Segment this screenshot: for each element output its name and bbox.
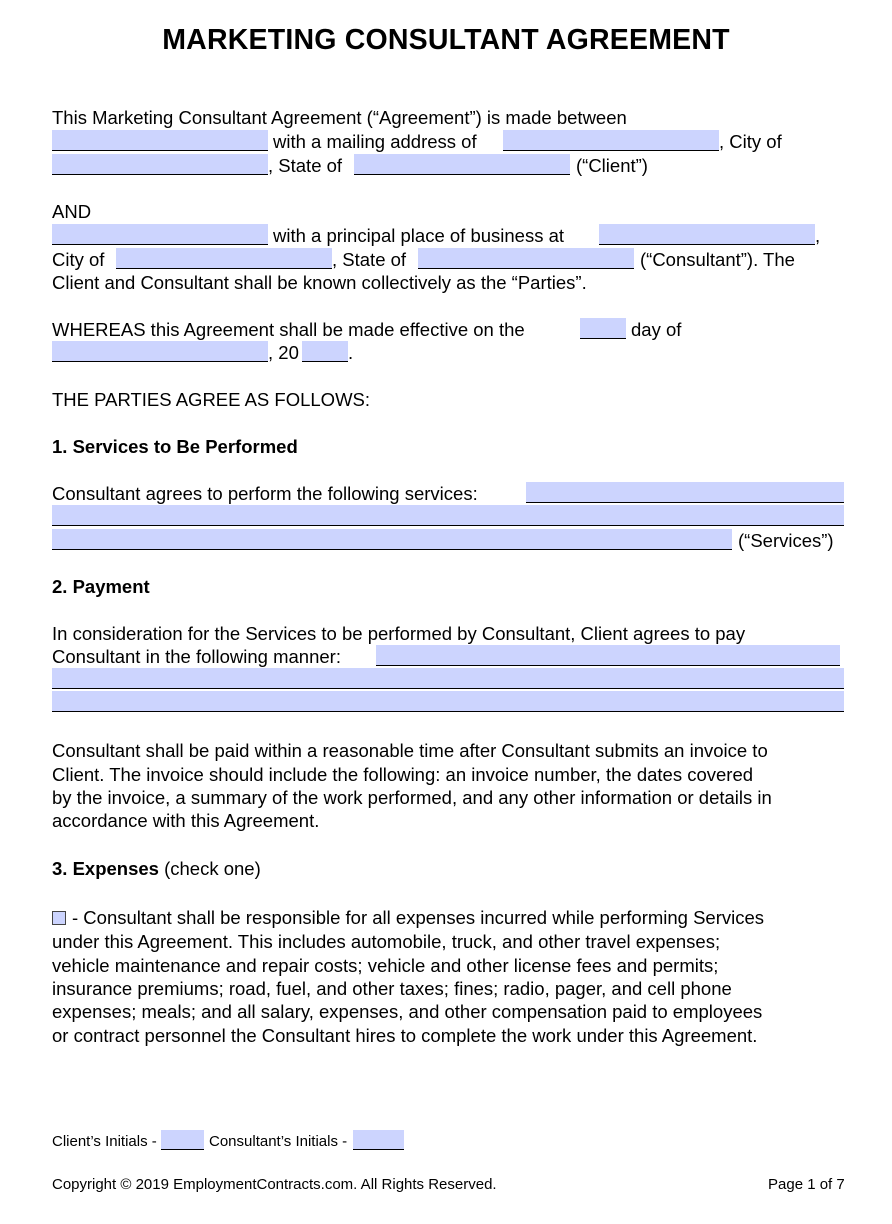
expenses-option-1-line-4: insurance premiums; road, fuel, and other taxes; fines; radio, pager, and cell phone [52, 978, 732, 999]
consultant-label: (“Consultant”). The [640, 249, 795, 270]
year-period: . [348, 342, 354, 363]
expenses-option-1-line-6: or contract personnel the Consultant hires to complete the work under this Agreement. [52, 1025, 758, 1046]
intro-state-label: , State of [268, 155, 343, 176]
parties-definition: Client and Consultant shall be known collectively as the “Parties”. [52, 272, 587, 293]
intro-city-label: , City of [719, 131, 782, 152]
expenses-option-1-checkbox[interactable] [52, 911, 66, 925]
effective-day-field[interactable] [580, 318, 626, 339]
expenses-option-1-text: - Consultant shall be responsible for all expenses incurred while performing Services [72, 907, 765, 928]
services-field-line-1[interactable] [526, 482, 844, 503]
payment-field-line-1[interactable] [376, 645, 840, 666]
client-label: (“Client”) [576, 155, 648, 176]
consultant-city-label: City of [52, 249, 105, 270]
page-number: Page 1 of 7 [768, 1176, 845, 1193]
consultant-name-field[interactable] [52, 224, 268, 245]
payment-field-line-3[interactable] [52, 691, 844, 712]
expenses-option-1-line-3: vehicle maintenance and repair costs; vehicle and other license fees and permits; [52, 955, 719, 976]
business-address-label: with a principal place of business at [273, 225, 565, 246]
expenses-heading: 3. Expenses [52, 858, 159, 879]
payment-heading: 2. Payment [52, 576, 150, 597]
consultant-address-field[interactable] [599, 224, 815, 245]
effective-month-field[interactable] [52, 341, 268, 362]
services-field-line-2[interactable] [52, 505, 844, 526]
and-label: AND [52, 201, 92, 222]
effective-year-field[interactable] [302, 341, 348, 362]
client-address-field[interactable] [503, 130, 719, 151]
invoice-text-line-1: Consultant shall be paid within a reasonable time after Consultant submits an invoice to [52, 740, 768, 761]
payment-text-line-2: Consultant in the following manner: [52, 646, 341, 667]
consultant-state-label: , State of [332, 249, 407, 270]
consultant-initials-label: Consultant’s Initials - [209, 1133, 348, 1150]
payment-text-line-1: In consideration for the Services to be performed by Consultant, Client agrees to pay [52, 623, 746, 644]
expenses-option-1-line-1 [52, 907, 764, 929]
services-heading: 1. Services to Be Performed [52, 436, 298, 457]
consultant-initials-field[interactable] [353, 1130, 404, 1150]
invoice-text-line-3: by the invoice, a summary of the work performed, and any other information or details in [52, 787, 772, 808]
client-state-field[interactable] [354, 154, 570, 175]
services-text: Consultant agrees to perform the following services: [52, 483, 478, 504]
invoice-text-line-2: Client. The invoice should include the following: an invoice number, the dates covered [52, 764, 754, 785]
year-prefix-label: , 20 [268, 342, 299, 363]
intro-line-1: This Marketing Consultant Agreement (“Agreement”) is made between [52, 107, 627, 128]
consultant-state-field[interactable] [418, 248, 634, 269]
expenses-note: (check one) [164, 858, 261, 879]
expenses-heading-row [52, 858, 261, 880]
client-initials-label: Client’s Initials - [52, 1133, 157, 1150]
client-city-field[interactable] [52, 154, 268, 175]
client-initials-field[interactable] [161, 1130, 204, 1150]
copyright-text: Copyright © 2019 EmploymentContracts.com. All Rights Reserved. [52, 1176, 497, 1193]
expenses-option-1-line-5: expenses; meals; and all salary, expenses, and other compensation paid to employees [52, 1001, 763, 1022]
services-field-line-3[interactable] [52, 529, 732, 550]
services-label: (“Services”) [738, 530, 834, 551]
client-name-field[interactable] [52, 130, 268, 151]
expenses-option-1-line-2: under this Agreement. This includes automobile, truck, and other travel expenses; [52, 931, 721, 952]
agree-heading: THE PARTIES AGREE AS FOLLOWS: [52, 389, 371, 410]
effective-date-text: WHEREAS this Agreement shall be made effective on the [52, 319, 525, 340]
day-of-label: day of [631, 319, 682, 340]
and-comma: , [815, 225, 821, 246]
intro-mailing-label: with a mailing address of [273, 131, 477, 152]
document-title: MARKETING CONSULTANT AGREEMENT [162, 24, 730, 56]
payment-field-line-2[interactable] [52, 668, 844, 689]
consultant-city-field[interactable] [116, 248, 332, 269]
invoice-text-line-4: accordance with this Agreement. [52, 810, 320, 831]
